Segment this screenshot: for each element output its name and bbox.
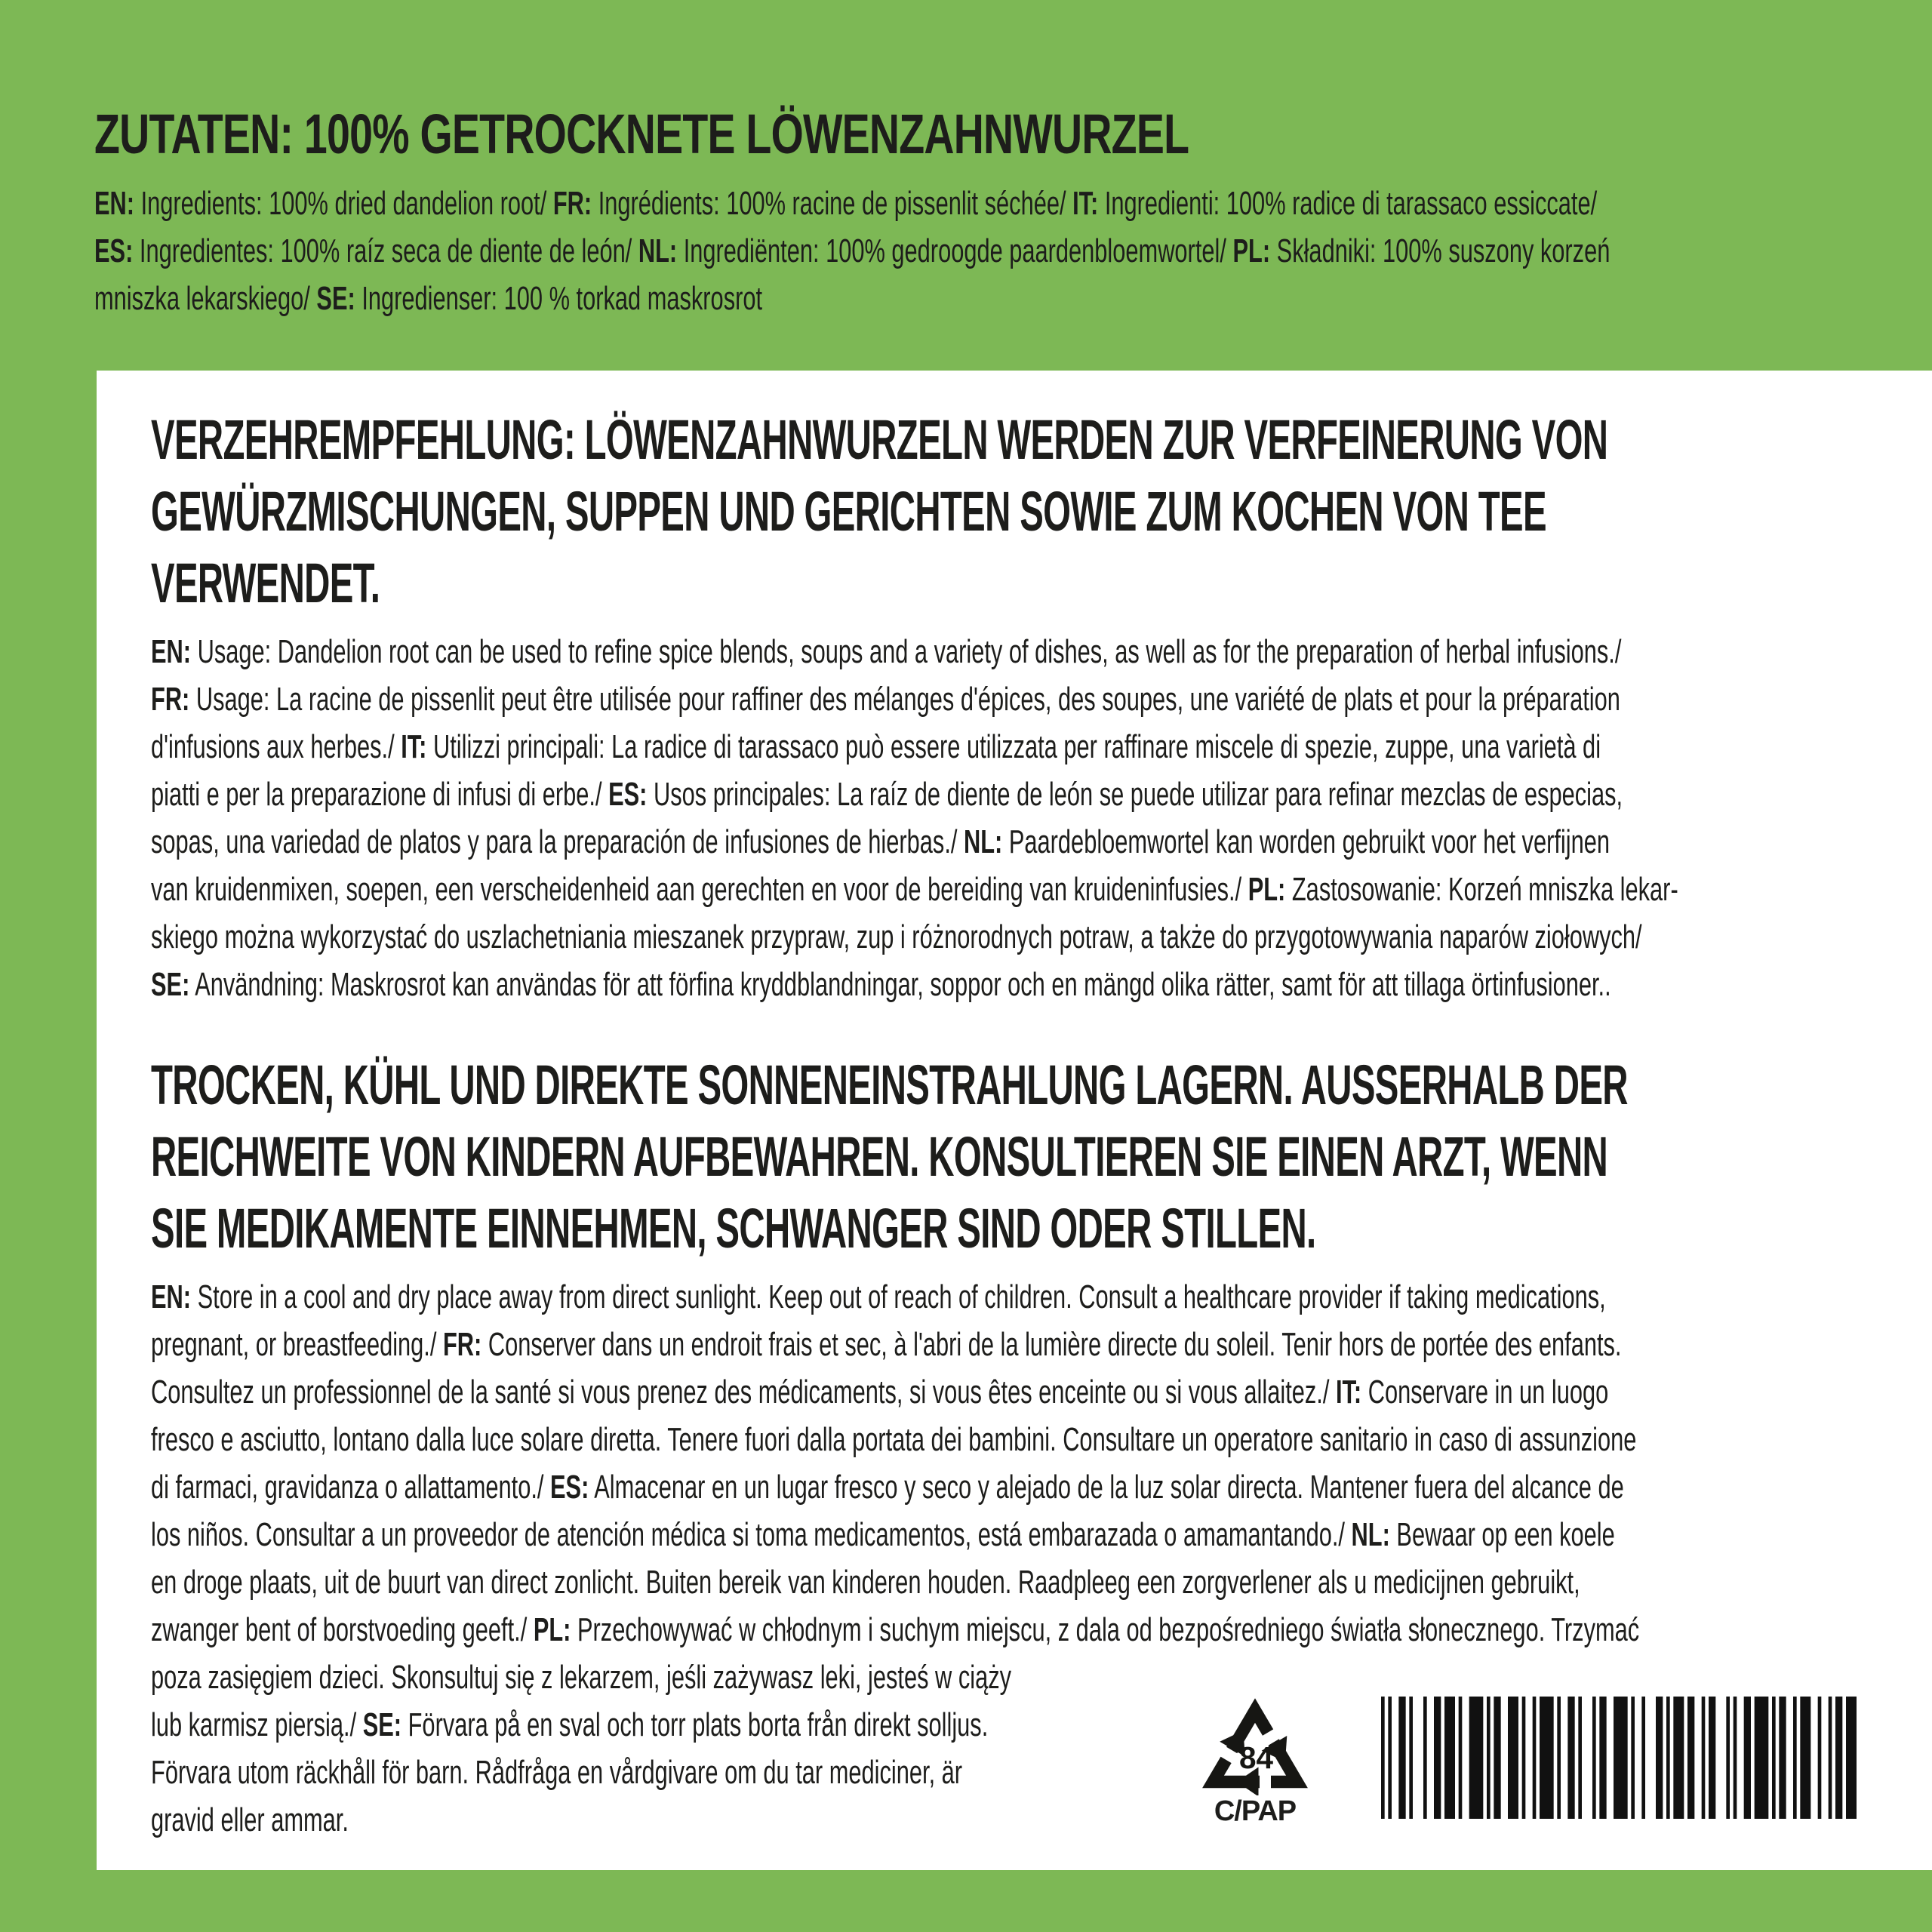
ingredients-text [94,180,1932,322]
text-line: lub karmisz piersią./ SE: Förvara på en sval och torr plats borta från direkt solljus. [151,1706,989,1743]
text-line: FR: Usage: La racine de pissenlit peut être utilisée pour raffiner des mélanges d'épices, des soupes, une variété de plats et pour la préparation [151,681,1620,718]
recycling-material: C/PAP [1214,1795,1297,1827]
recycling-triangle-icon [1198,1698,1312,1795]
text-line: EN: Store in a cool and dry place away from direct sunlight. Keep out of reach of children. Consult a healthcare provider if taking medications, [151,1278,1606,1315]
text-line: pregnant, or breastfeeding./ FR: Conserver dans un endroit frais et sec, à l'abri de la lumière directe du soleil. Tenir hors de portée des enfants. [151,1326,1622,1363]
text-line: gravid eller ammar. [151,1801,349,1838]
usage-heading [151,404,1932,619]
text-line: VERZEHREMPFEHLUNG: LÖWENZAHNWURZELN WERDEN ZUR VERFEINERUNG VON [151,408,1608,471]
text-line: Consultez un professionnel de la santé si vous prenez des médicaments, si vous êtes enceinte ou si vous allaitez./ IT: Conservare in un luogo [151,1374,1609,1411]
usage-text [151,628,1932,1008]
text-line: REICHWEITE VON KINDERN AUFBEWAHREN. KONSULTIEREN SIE EINEN ARZT, WENN [151,1125,1608,1188]
text-line: piatti e per la preparazione di infusi di erbe./ ES: Usos principales: La raíz de diente de león se puede utilizar para refinar mezclas de especias, [151,776,1623,813]
ingredients-title: ZUTATEN: 100% GETROCKNETE LÖWENZAHNWURZEL [94,103,1189,165]
barcode-icon [1381,1697,1857,1819]
text-line: SE: Användning: Maskrosrot kan användas för att förfina kryddblandningar, soppor och en mängd olika rätter, samt för att tillaga örtinfusioner.. [151,966,1611,1003]
text-line: VERWENDET. [151,552,380,614]
text-line: GEWÜRZMISCHUNGEN, SUPPEN UND GERICHTEN SOWIE ZUM KOCHEN VON TEE [151,480,1546,543]
storage-heading [151,1049,1932,1264]
text-line: mniszka lekarskiego/ SE: Ingredienser: 100 % torkad maskrosrot [94,280,763,317]
text-line: en droge plaats, uit de buurt van direct zonlicht. Buiten bereik van kinderen houden. Raadpleeg een zorgverlener als u medicijnen gebruikt, [151,1564,1580,1601]
text-line: poza zasięgiem dzieci. Skonsultuj się z lekarzem, jeśli zażywasz leki, jesteś w ciąży [151,1659,1012,1696]
text-line: EN: Ingredients: 100% dried dandelion root/ FR: Ingrédients: 100% racine de pissenlit séchée/ IT: Ingredienti: 100% radice di tarassaco essiccate/ [94,185,1598,222]
text-line: di farmaci, gravidanza o allattamento./ ES: Almacenar en un lugar fresco y seco y alejado de la luz solar directa. Mantener fuera del alcance de [151,1469,1624,1506]
text-line: d'infusions aux herbes./ IT: Utilizzi principali: La radice di tarassaco può essere utilizzata per raffinare miscele di spezie, zuppe, una varietà di [151,728,1601,765]
text-line: ES: Ingredientes: 100% raíz seca de diente de león/ NL: Ingrediënten: 100% gedroogde paardenbloemwortel/ PL: Składniki: 100% suszony korzeń [94,232,1611,269]
recycling-symbol [1195,1698,1315,1826]
text-line: SIE MEDIKAMENTE EINNEHMEN, SCHWANGER SIND ODER STILLEN. [151,1197,1316,1260]
text-line: skiego można wykorzystać do uszlachetniania mieszanek przypraw, zup i różnorodnych potraw, a także do przygotowywania naparów ziołowych/ [151,918,1642,955]
text-line: fresco e asciutto, lontano dalla luce solare diretta. Tenere fuori dalla portata dei bambini. Consultare un operatore sanitario in caso di assunzione [151,1421,1637,1458]
text-line: sopas, una variedad de platos y para la preparación de infusiones de hierbas./ NL: Paardebloemwortel kan worden gebruikt voor het verfijnen [151,823,1610,860]
recycling-code: 84 [1238,1740,1274,1775]
text-line: van kruidenmixen, soepen, een verscheidenheid aan gerechten en voor de bereiding van kruideninfusies./ PL: Zastosowanie: Korzeń mniszka lekar- [151,871,1678,908]
text-line: los niños. Consultar a un proveedor de atención médica si toma medicamentos, está embarazada o amamantando./ NL: Bewaar op een koele [151,1516,1615,1553]
text-line: zwanger bent of borstvoeding geeft./ PL: Przechowywać w chłodnym i suchym miejscu, z dala od bezpośredniego światła słonecznego. Trzymać [151,1611,1640,1648]
text-line: EN: Usage: Dandelion root can be used to refine spice blends, soups and a variety of dishes, as well as for the preparation of herbal infusions./ [151,633,1622,670]
barcode [1381,1697,1857,1819]
top-section [94,103,1932,322]
panel-content [151,371,1932,1844]
text-line: TROCKEN, KÜHL UND DIREKTE SONNENEINSTRAHLUNG LAGERN. AUSSERHALB DER [151,1054,1628,1116]
info-panel [97,371,1932,1870]
text-line: Förvara utom räckhåll för barn. Rådfråga en vårdgivare om du tar mediciner, är [151,1754,963,1791]
